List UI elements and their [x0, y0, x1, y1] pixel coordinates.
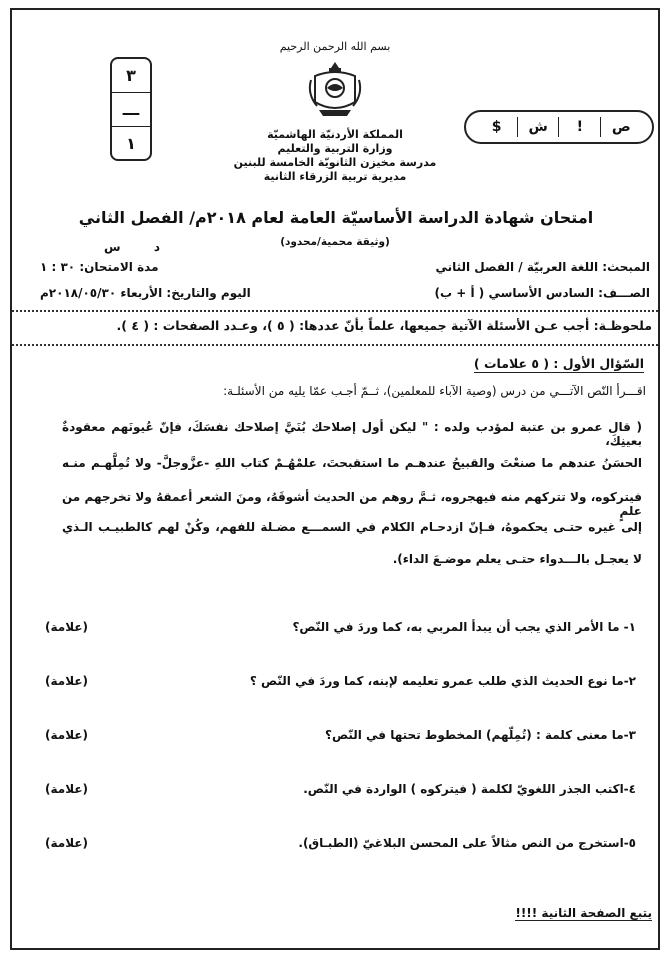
exam-code-box — [464, 110, 654, 144]
gov-line: المملكة الأردنيّة الهاشميّة — [267, 128, 403, 141]
question-mark: (علامة) — [45, 782, 88, 796]
question-item: ١- ما الأمر الذي يجب أن يبدأ المربي به، كما وردَ في النّص؟ — [292, 620, 636, 634]
duration-label: مدة الامتحان: ٣٠ : ١ — [40, 260, 159, 274]
question-mark: (علامة) — [45, 620, 88, 634]
gov-line: وزارة التربية والتعليم — [277, 142, 393, 155]
date-label: اليوم والتاريخ: الأربعاء ٢٠١٨/٠٥/٣٠م — [40, 286, 251, 300]
question-item: ٣-ما معنى كلمة : (تُمِلّهم) المخطوط تحتها في النّص؟ — [325, 728, 636, 742]
grade-marks — [104, 240, 160, 254]
question-mark: (علامة) — [45, 728, 88, 742]
code-divider — [558, 117, 559, 137]
code-divider — [600, 117, 601, 137]
page-separator: ـــ — [112, 92, 150, 127]
code-char: ش — [528, 119, 548, 135]
passage-line: الحسَنُ عندهم ما صنعْتَ والقبيحُ عندهـم ما استقبحتَ، علمْهُـمْ كتاب اللهِ -عزَّوجلَّ- ولا تُمِلَّهـم منـه — [62, 456, 642, 470]
basmala: بسم الله الرحمن الرحيم — [279, 40, 391, 53]
page-total: ٣ — [126, 66, 136, 85]
passage-line: فيتركوه، ولا تتركهم منه فيهجروه، ثـمَّ روهم من الحديث أشوقَهُ، ومنَ الشعر أعمقهُ ولا تخرجهم من علمٍ — [62, 490, 642, 518]
jordan-crest-icon — [305, 58, 365, 120]
passage-line: لا يعجـل بالـــدواء حتـى يعلم موضـعَ الداء). — [392, 552, 642, 566]
question-mark: (علامة) — [45, 836, 88, 850]
exam-note: ملحوظـة: أجب عـن الأسئلة الآتية جميعها، علماً بأنّ عددها: ( ٥ )، وعـدد الصفحات : ( ٤ ). — [116, 318, 652, 333]
classification-label: (وثيقة محمية/محدود) — [280, 236, 390, 248]
reading-instruction: اقـــرأ النّص الآتـــي من درس (وصية الآباء للمعلمين)، ثــمّ أجـب عمّا يليه من الأسئلـة: — [223, 384, 646, 398]
code-char: $ — [491, 119, 502, 135]
passage-line: إلى غيره حتـى يحكموهُ، فـإنّ ازدحـام الكلام في السمـــع مضـلة للفهم، وكُنْ لهم كالطبيـب الـذي — [62, 520, 642, 534]
question-item: ٤-اكتب الجذر اللغويّ لكلمة ( فيتركوه ) الواردة في النّص. — [303, 782, 636, 796]
page-number-box — [110, 57, 152, 161]
question-item: ٢-ما نوع الحديث الذي طلب عمرو تعليمه لإبنه، كما وردَ في النّص ؟ — [249, 674, 636, 688]
exam-title: امتحان شهادة الدراسة الأساسيّة العامة لعام ٢٠١٨م/ الفصل الثاني — [78, 208, 594, 227]
page-current: ١ — [126, 134, 136, 153]
passage-line: ( قال عمرو بن عتبة لمؤدب ولده : " ليكن أول إصلاحك بُنَيَّ إصلاحك نفسَكَ، فإنّ عُيونَهم معقودةٌ بعينِكَ، — [62, 420, 642, 448]
grade-mark-d: د — [153, 240, 160, 254]
grade-mark-s: س — [104, 240, 121, 254]
gov-line: مديرية تربية الزرقاء الثانية — [263, 170, 407, 183]
question-heading: السّؤال الأول : ( ٥ علامات ) — [473, 356, 644, 371]
government-header — [200, 128, 470, 184]
subject-label: المبحث: اللغة العربيّة / الفصل الثاني — [435, 260, 650, 274]
dotted-divider — [12, 310, 658, 312]
question-mark: (علامة) — [45, 674, 88, 688]
grade-label: الصـــف: السادس الأساسي ( أ + ب) — [434, 286, 650, 300]
code-divider — [517, 117, 518, 137]
question-item: ٥-استخرج من النص مثالاً على المحسن البلاغيّ (الطبـاق). — [298, 836, 636, 850]
code-char: ص — [611, 119, 631, 135]
code-char: ! — [576, 119, 583, 135]
dotted-divider — [12, 344, 658, 346]
gov-line: مدرسة مخيزن الثانويّة الخامسة للبنين — [233, 156, 437, 169]
continue-note: يتبع الصفحة الثانية !!!! — [515, 906, 652, 920]
